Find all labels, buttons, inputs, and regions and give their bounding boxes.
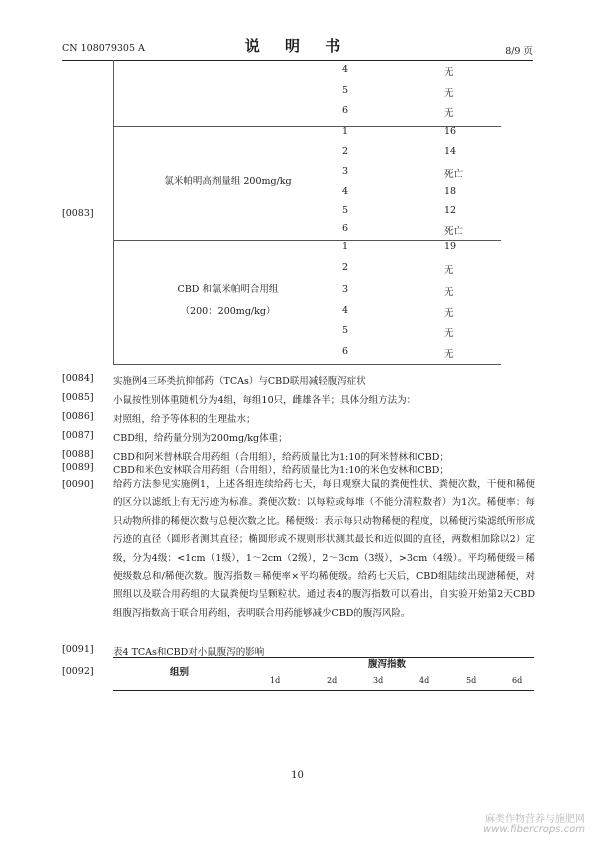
- diarrhea-value: 12: [444, 205, 457, 216]
- group-label-high-dose: 氯米帕明高剂量组 200mg/kg: [164, 176, 292, 187]
- diarrhea-value: 16: [444, 126, 457, 137]
- animal-id: 4: [342, 64, 349, 75]
- paragraph-text: 对照组，给予等体积的生理盐水；: [113, 414, 256, 425]
- paragraph-number: [0088]: [62, 449, 94, 460]
- watermark-url: www.fibercrops.com: [483, 824, 585, 835]
- animal-id: 2: [342, 262, 349, 273]
- table-caption: 表4 TCAs和CBD对小鼠腹泻的影响: [113, 647, 265, 658]
- animal-id: 3: [342, 284, 349, 295]
- animal-id: 6: [342, 223, 349, 234]
- paragraph-number-0083: [0083]: [62, 208, 94, 219]
- page-indicator: 8/9 页: [505, 46, 533, 57]
- watermark-text: 麻类作物营养与施肥网: [485, 814, 585, 825]
- diarrhea-value: 无: [444, 67, 454, 78]
- animal-id: 1: [342, 126, 349, 137]
- animal-id: 2: [342, 146, 349, 157]
- paragraph-text: CBD和阿米替林联合用药组（合用组），给药质量比为1:10的阿米替林和CBD；: [113, 452, 449, 463]
- diarrhea-value: 无: [444, 308, 454, 319]
- animal-id: 5: [342, 85, 349, 96]
- paragraph-number: [0084]: [62, 373, 94, 384]
- diarrhea-value: 死亡: [444, 226, 464, 237]
- table-header-group: 组别: [170, 667, 190, 678]
- animal-id: 3: [342, 166, 349, 177]
- table-header-diarrhea-index: 腹泻指数: [368, 659, 407, 670]
- document-title: 说 明 书: [244, 37, 351, 55]
- paragraph-text: CBD组，给药量分别为200mg/kg体重；: [113, 433, 288, 444]
- paragraph-text: 实施例4三环类抗抑郁药（TCAs）与CBD联用减轻腹泻症状: [113, 376, 366, 387]
- animal-id: 6: [342, 105, 349, 116]
- paragraph-number: [0089]: [62, 462, 94, 473]
- animal-id: 4: [342, 305, 349, 316]
- table-rule: [113, 657, 534, 658]
- diarrhea-value: 14: [444, 146, 457, 157]
- paragraph-number: [0086]: [62, 411, 94, 422]
- table-header-day: 2d: [327, 676, 338, 685]
- animal-id: 5: [342, 325, 349, 336]
- table-rule: [114, 364, 501, 365]
- paragraph-number-0090: [0090]: [62, 479, 94, 490]
- table-header-day: 1d: [270, 676, 281, 685]
- diarrhea-value: 无: [444, 287, 454, 298]
- table-header-day: 6d: [512, 676, 523, 685]
- method-paragraph: 给药方法参见实施例1，上述各组连续给药七天，每日观察大鼠的粪便性状、粪便次数，干便和稀便的区分以滤纸上有无污迹为标准。粪便次数：以每粒或每堆（不能分清粒数者）为1次。稀便率：每只动物所排的稀便次数与总便次数之比。稀便级：表示每只动物稀便的程度，以稀便污染滤纸所形成污迹的直径（圆形者测其直径；椭圆形或不规则形状测其最长和近似圆的直径，两数相加除以2）定级，分为4级：<1cm（1级），1～2cm（2级），2～3cm（3级），>3cm（4级）。平均稀便级＝稀便级数总和/稀便次数。腹泻指数＝稀便率×平均稀便级。给药七天后，CBD组陆续出现溏稀便，对照组以及联合用药组的大鼠粪便均呈颗粒状。通过表4的腹泻指数可以看出，自实验开始第2天CBD组腹泻指数高于联合用药组，表明联合用药能够减少CBD的腹泻风险。: [113, 479, 535, 619]
- paragraph-text: CBD和米色安林联合用药组（合用组），给药质量比为1:10的米色安林和CBD；: [113, 465, 449, 476]
- data-table-continued: [113, 60, 501, 365]
- diarrhea-value: 死亡: [444, 169, 464, 180]
- paragraph-text: 小鼠按性别体重随机分为4组，每组10只，雌雄各半；具体分组方法为：: [113, 395, 417, 406]
- table-rule: [114, 126, 501, 127]
- table-header-day: 4d: [419, 676, 430, 685]
- table-rule: [114, 240, 501, 241]
- paragraph-number-0091: [0091]: [62, 644, 94, 655]
- table-header-day: 3d: [373, 676, 384, 685]
- patent-number: CN 108079305 A: [62, 43, 145, 54]
- diarrhea-value: 无: [444, 349, 454, 360]
- page-number: 10: [291, 770, 304, 781]
- paragraph-number: [0087]: [62, 430, 94, 441]
- animal-id: 1: [342, 241, 349, 252]
- diarrhea-value: 无: [444, 108, 454, 119]
- table-header-day: 5d: [466, 676, 477, 685]
- group-label-combo: CBD 和氯米帕明合用组: [177, 284, 279, 295]
- diarrhea-value: 无: [444, 328, 454, 339]
- paragraph-number: [0085]: [62, 392, 94, 403]
- group-label-combo-dose: （200：200mg/kg）: [180, 306, 276, 317]
- paragraph-number-0092: [0092]: [62, 666, 94, 677]
- diarrhea-value: 19: [444, 241, 457, 252]
- animal-id: 5: [342, 205, 349, 216]
- diarrhea-value: 18: [444, 186, 457, 197]
- diarrhea-value: 无: [444, 88, 454, 99]
- animal-id: 4: [342, 186, 349, 197]
- table-rule: [113, 690, 534, 691]
- diarrhea-value: 无: [444, 265, 454, 276]
- animal-id: 6: [342, 346, 349, 357]
